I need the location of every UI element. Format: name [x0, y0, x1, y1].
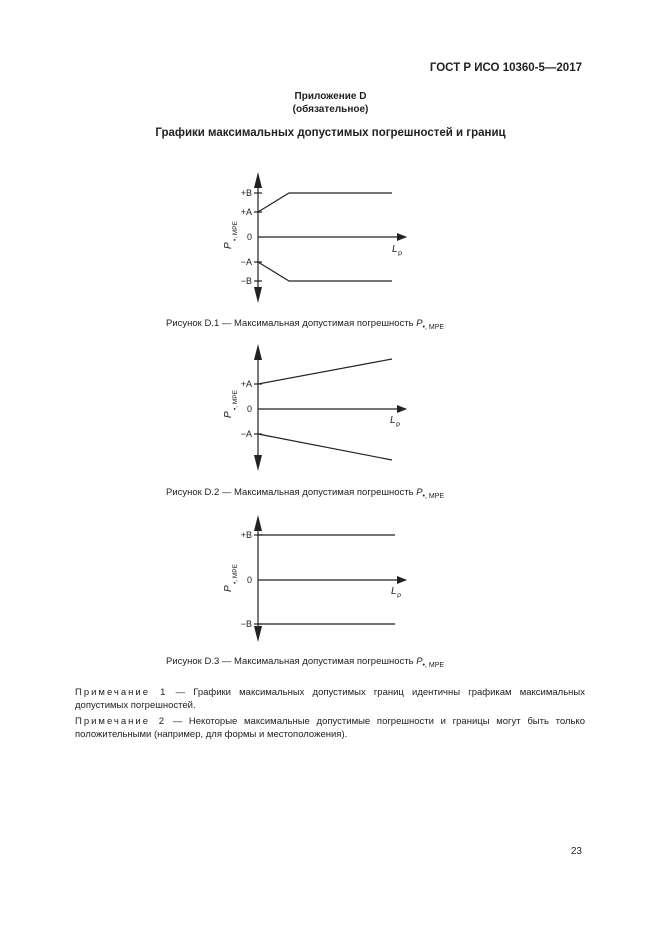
d2-lower-limit-line — [258, 434, 392, 460]
standard-designation: ГОСТ Р ИСО 10360-5—2017 — [429, 62, 582, 74]
figure-d3-caption-symbol: P — [416, 656, 423, 667]
d3-label-plus-b: +B — [240, 530, 252, 540]
d2-y-arrow-up — [254, 344, 262, 360]
d1-label-minus-b: −B — [240, 276, 252, 286]
page-number: 23 — [570, 846, 582, 857]
d2-label-zero: 0 — [246, 404, 252, 414]
note-1 — [75, 686, 585, 712]
d2-x-axis-symbol: L — [390, 415, 396, 426]
note-2 — [75, 715, 585, 741]
d1-y-arrow-down — [254, 287, 262, 303]
figure-d1-caption-subscript: •, MPE — [422, 324, 445, 331]
note-1-text: — Графики максимальных допустимых границ идентичны графикам максимальных допустимых погрешностей. — [75, 687, 585, 711]
d2-y-axis-symbol: P — [223, 411, 234, 418]
figure-d3-caption — [166, 656, 444, 667]
d1-label-zero: 0 — [246, 232, 252, 242]
d3-y-axis-symbol: P — [223, 585, 234, 592]
d1-label-minus-a: −A — [240, 257, 252, 267]
note-2-text: — Некоторые максимальные допустимые погрешности и границы могут быть только положительными (например, для формы и местоположения). — [75, 716, 585, 740]
d3-label-zero: 0 — [246, 575, 252, 585]
d2-label-plus-a: +A — [240, 379, 252, 389]
d2-x-axis-subscript: P — [396, 422, 401, 429]
d3-x-axis-symbol: L — [391, 586, 397, 597]
figure-d1-caption-symbol: P — [416, 318, 423, 329]
figure-d2-caption — [166, 487, 444, 498]
d2-y-axis-subscript: •, MPE — [232, 390, 239, 410]
d1-label-plus-b: +B — [240, 188, 252, 198]
d3-x-axis-subscript: P — [397, 593, 402, 600]
d3-y-arrow-down — [254, 626, 262, 642]
note-1-label: Примечание 1 — [75, 687, 168, 698]
d2-label-minus-a: −A — [240, 429, 252, 439]
d2-y-arrow-down — [254, 455, 262, 471]
d1-upper-limit-line — [258, 193, 392, 212]
figure-d1-caption-text: Рисунок D.1 — Максимальная допустимая погрешность — [166, 318, 417, 329]
d1-y-arrow-up — [254, 172, 262, 188]
figure-d3-caption-subscript: •, MPE — [422, 662, 445, 669]
figure-d3 — [254, 515, 406, 642]
figure-d2 — [254, 344, 406, 471]
note-2-label: Примечание 2 — [75, 716, 166, 727]
annex-status: (обязательное) — [292, 104, 369, 115]
figure-d1-caption — [166, 318, 444, 329]
d3-y-arrow-up — [254, 515, 262, 531]
d2-upper-limit-line — [258, 359, 392, 384]
d1-y-axis-subscript: •, MPE — [232, 221, 239, 241]
annex-title: Приложение D — [294, 91, 367, 102]
d1-x-axis-symbol: L — [392, 244, 398, 255]
figure-d2-caption-subscript: •, MPE — [422, 493, 445, 500]
figure-d3-caption-text: Рисунок D.3 — Максимальная допустимая погрешность — [166, 656, 417, 667]
d1-x-axis-subscript: P — [398, 251, 403, 258]
d1-y-axis-symbol: P — [223, 242, 234, 249]
d3-y-axis-subscript: •, MPE — [232, 564, 239, 584]
figure-d2-caption-symbol: P — [416, 487, 423, 498]
d1-label-plus-a: +A — [240, 207, 252, 217]
figure-d1 — [254, 172, 406, 303]
figure-d2-caption-text: Рисунок D.2 — Максимальная допустимая погрешность — [166, 487, 417, 498]
section-heading: Графики максимальных допустимых погрешностей и границ — [155, 127, 506, 139]
d3-label-minus-b: −B — [240, 619, 252, 629]
d1-lower-limit-line — [258, 262, 392, 281]
